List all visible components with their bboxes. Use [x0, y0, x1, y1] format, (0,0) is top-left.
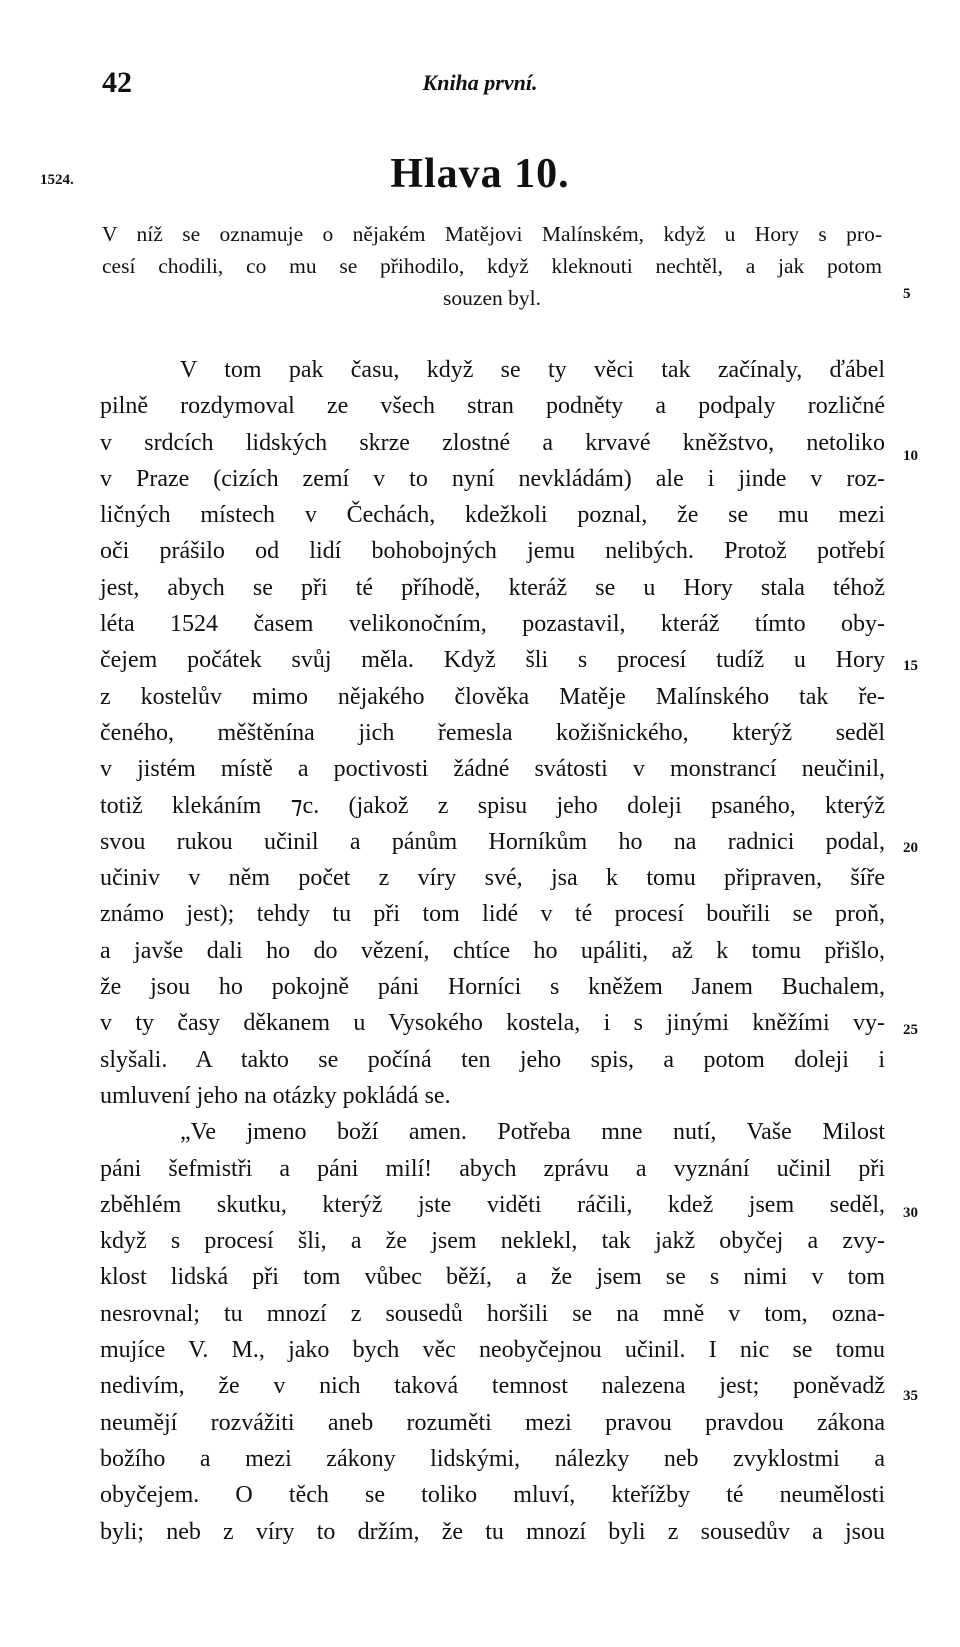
summary-line: V níž se oznamuje o nějakém Matějovi Malínském, když u Hory s pro-	[102, 222, 882, 246]
body-line: v jistém místě a poctivosti žádné svátosti v monstrancí neučinil,	[100, 756, 885, 783]
body-line: čeného, měštěnína jich řemesla kožišnického, kterýž seděl	[100, 719, 885, 746]
body-line: obyčejem. O těch se toliko mluví, kteřížby té neumělosti	[100, 1482, 885, 1509]
body-line: čejem počátek svůj měla. Když šli s procesí tudíž u Hory	[100, 647, 885, 674]
line-number: 25	[903, 1022, 918, 1038]
body-line: v srdcích lidských skrze zlostné a krvavé kněžstvo, netoliko	[100, 429, 885, 456]
summary-line: cesí chodili, co mu se přihodilo, když kleknouti nechtěl, a jak potom	[102, 254, 882, 278]
body-line: totiž klekáním ⁊c. (jakož z spisu jeho doleji psaného, kterýž	[100, 792, 885, 819]
line-number: 15	[903, 658, 918, 674]
body-line: učiniv v něm počet z víry své, jsa k tomu připraven, šíře	[100, 865, 885, 892]
body-line: jest, abych se při té příhodě, kteráž se u Hory stala téhož	[100, 574, 885, 601]
body-line: svou rukou učinil a pánům Horníkům ho na radnici podal,	[100, 828, 885, 855]
body-line: zběhlém skutku, kterýž jste viděti ráčili, kdež jsem seděl,	[100, 1191, 885, 1218]
body-line: mujíce V. M., jako bych věc neobyčejnou učinil. I nic se tomu	[100, 1337, 885, 1364]
chapter-title: Hlava 10.	[390, 151, 570, 197]
body-line: pilně rozdymoval ze všech stran podněty a podpaly rozličné	[100, 393, 885, 420]
body-line: slyšali. A takto se počíná ten jeho spis, a potom doleji i	[100, 1046, 885, 1073]
body-line: páni šefmistři a páni milí! abych zprávu a vyznání učinil při	[100, 1155, 885, 1182]
line-number: 35	[903, 1388, 918, 1404]
body-line: nedivím, že v nich taková temnost nalezena jest; poněvadž	[100, 1373, 885, 1400]
chapter-summary	[102, 218, 882, 314]
body-line: že jsou ho pokojně páni Horníci s kněžem Janem Buchalem,	[100, 974, 885, 1001]
line-number: 10	[903, 448, 918, 464]
body-text	[100, 352, 885, 1550]
body-line: když s procesí šli, a že jsem neklekl, tak jakž obyčej a zvy-	[100, 1228, 885, 1255]
body-line: V tom pak času, když se ty věci tak začínaly, ďábel	[180, 357, 885, 383]
margin-year-note: 1524.	[40, 172, 74, 188]
body-line: v Praze (cizích zemí v to nyní nevkládám) ale i jinde v roz-	[100, 465, 885, 492]
body-line: neumějí rozvážiti aneb rozuměti mezi pravou pravdou zákona	[100, 1409, 885, 1436]
body-line: božího a mezi zákony lidskými, nálezky neb zvyklostmi a	[100, 1445, 885, 1472]
body-line: klost lidská při tom vůbec běží, a že jsem se s nimi v tom	[100, 1264, 885, 1291]
page-number: 42	[102, 66, 132, 99]
line-number: 30	[903, 1205, 918, 1221]
body-line: umluvení jeho na otázky pokládá se.	[100, 1082, 451, 1109]
line-number: 20	[903, 840, 918, 856]
body-line: známo jest); tehdy tu při tom lidé v té procesí bouřili se proň,	[100, 901, 885, 928]
summary-line: souzen byl.	[443, 286, 541, 310]
body-line: „Ve jmeno boží amen. Potřeba mne nutí, Vaše Milost	[180, 1119, 885, 1146]
body-line: v ty časy děkanem u Vysokého kostela, i s jinými kněžími vy-	[100, 1010, 885, 1037]
body-line: nesrovnal; tu mnozí z sousedů horšili se na mně v tom, ozna-	[100, 1300, 885, 1327]
body-line: z kostelův mimo nějakého člověka Matěje Malínského tak ře-	[100, 683, 885, 710]
body-line: léta 1524 časem velikonočním, pozastavil, kteráž tímto oby-	[100, 611, 885, 638]
running-head: Kniha první.	[422, 70, 538, 95]
body-line: a javše dali ho do vězení, chtíce ho upáliti, až k tomu přišlo,	[100, 937, 885, 964]
body-line: byli; neb z víry to držím, že tu mnozí byli z sousedův a jsou	[100, 1518, 885, 1545]
body-line: oči prášilo od lidí bohobojných jemu nelibých. Protož potřebí	[100, 538, 885, 565]
body-line: ličných místech v Čechách, kdežkoli poznal, že se mu mezi	[100, 502, 885, 529]
line-number: 5	[903, 286, 911, 302]
